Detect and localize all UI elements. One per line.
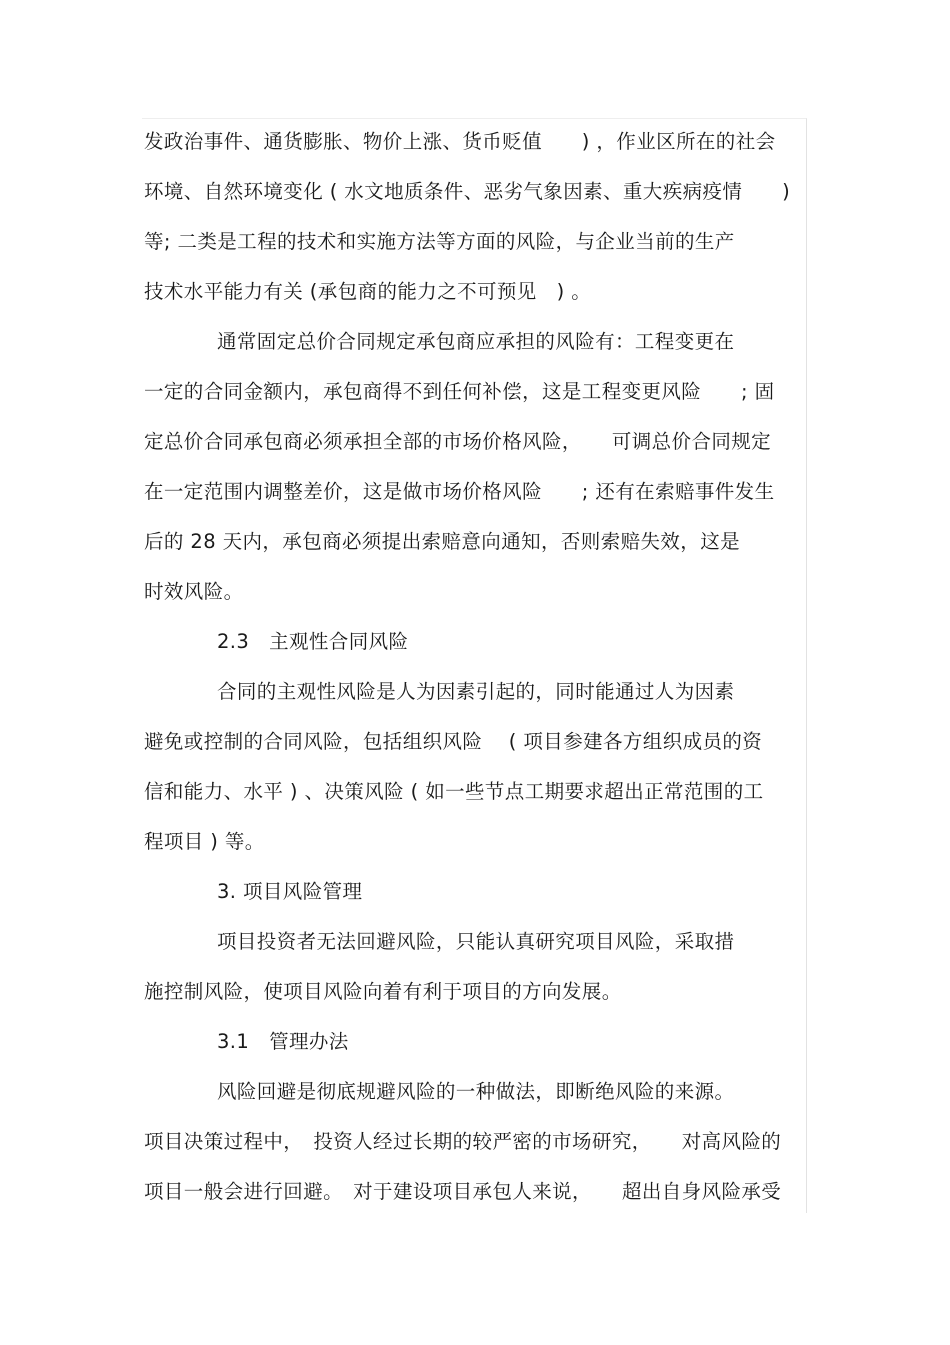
text-line-3: 等; 二类是工程的技术和实施方法等方面的风险，与企业当前的生产 xyxy=(144,230,735,253)
text-line-13: 避免或控制的合同风险，包括组织风险 ( 项目参建各方组织成员的资 xyxy=(144,730,763,753)
text-line-9: 后的 28 天内，承包商必须提出索赔意向通知，否则索赔失效，这是 xyxy=(144,530,741,553)
text-line-22: 项目一般会进行回避。 对于建设项目承包人来说， 超出自身风险承受 xyxy=(144,1180,782,1203)
text-line-10: 时效风险。 xyxy=(144,580,244,603)
text-line-15: 程项目 ) 等。 xyxy=(144,830,265,853)
text-line-2: 环境、自然环境变化 ( 水文地质条件、恶劣气象因素、重大疾病疫情 ) xyxy=(144,180,791,203)
section-heading-3: 3. 项目风险管理 xyxy=(217,880,363,903)
paragraph-start-risk-avoidance: 风险回避是彻底规避风险的一种做法，即断绝风险的来源。 xyxy=(217,1080,735,1103)
text-line-21: 项目决策过程中， 投资人经过长期的较严密的市场研究， 对高风险的 xyxy=(144,1130,782,1153)
text-line-7: 定总价合同承包商必须承担全部的市场价格风险， 可调总价合同规定 xyxy=(144,430,772,453)
text-line-6: 一定的合同金额内，承包商得不到任何补偿，这是工程变更风险 ; 固 xyxy=(144,380,775,403)
text-line-4: 技术水平能力有关 (承包商的能力之不可预见 ) 。 xyxy=(144,280,592,303)
section-heading-3-1: 3.1 管理办法 xyxy=(217,1030,349,1053)
document-body xyxy=(144,117,814,1217)
text-line-18: 施控制风险，使项目风险向着有利于项目的方向发展。 xyxy=(144,980,622,1003)
paragraph-start-fixed-price-risk: 通常固定总价合同规定承包商应承担的风险有：工程变更在 xyxy=(217,330,735,353)
text-line-8: 在一定范围内调整差价，这是做市场价格风险 ; 还有在索赔事件发生 xyxy=(144,480,775,503)
section-heading-2-3: 2.3 主观性合同风险 xyxy=(217,630,409,653)
paragraph-start-risk-management: 项目投资者无法回避风险，只能认真研究项目风险，采取措 xyxy=(217,930,735,953)
text-line-14: 信和能力、水平 ) 、决策风险 ( 如一些节点工期要求超出正常范围的工 xyxy=(144,780,764,803)
text-line-1: 发政治事件、通货膨胀、物价上涨、货币贬值 ) ，作业区所在的社会 xyxy=(144,130,776,153)
paragraph-start-subjective-risk: 合同的主观性风险是人为因素引起的，同时能通过人为因素 xyxy=(217,680,735,703)
